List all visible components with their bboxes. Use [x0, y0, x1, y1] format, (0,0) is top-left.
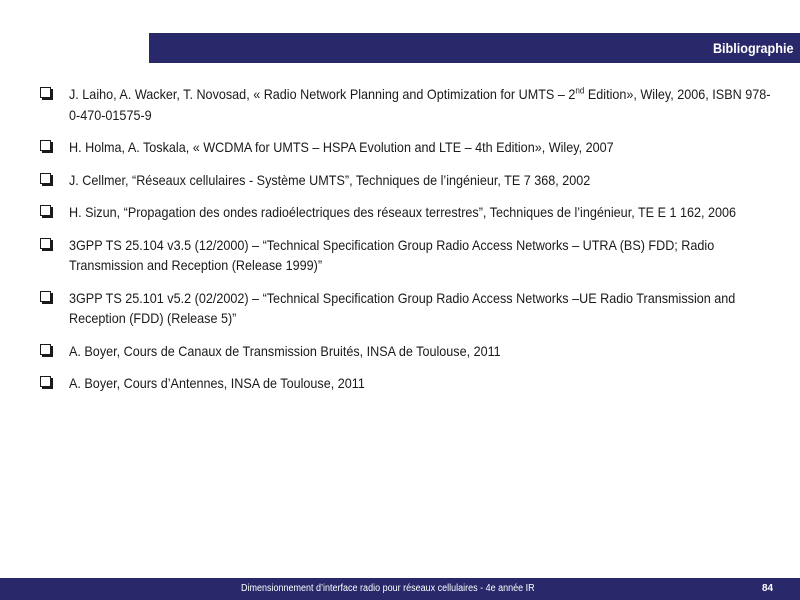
list-item [40, 202, 775, 223]
list-item [40, 170, 775, 191]
reference-text: A. Boyer, Cours de Canaux de Transmission Bruités, INSA de Toulouse, 2011 [69, 342, 501, 359]
title-bar [149, 33, 800, 63]
page-number: 84 [762, 583, 774, 594]
square-bullet-icon [40, 238, 53, 251]
superscript: nd [575, 85, 585, 96]
square-bullet-icon [40, 140, 53, 153]
square-bullet-icon [40, 87, 53, 100]
list-item [40, 288, 775, 329]
footer-text: Dimensionnement d’interface radio pour réseaux cellulaires - 4e année IR [241, 583, 535, 594]
footer-bar [0, 578, 800, 600]
square-bullet-icon [40, 376, 53, 389]
reference-text: H. Sizun, “Propagation des ondes radioélectriques des réseaux terrestres”, Techniques de l’ingénieur, TE E 1 162, 2006 [69, 204, 737, 220]
list-item [40, 235, 775, 276]
square-bullet-icon [40, 173, 53, 186]
reference-text: J. Laiho, A. Wacker, T. Novosad, « Radio Network Planning and Optimization for UMTS – 2nd Edition», Wiley, 2006, ISBN 978-0-470-01575-9 [69, 85, 771, 123]
reference-text: J. Cellmer, “Réseaux cellulaires - Système UMTS”, Techniques de l’ingénieur, TE 7 368, 2002 [69, 171, 591, 188]
list-item [40, 373, 775, 394]
list-item [40, 137, 775, 158]
square-bullet-icon [40, 291, 53, 304]
reference-text: H. Holma, A. Toskala, « WCDMA for UMTS – HSPA Evolution and LTE – 4th Edition», Wiley, 2007 [69, 139, 614, 155]
reference-text: 3GPP TS 25.104 v3.5 (12/2000) – “Technical Specification Group Radio Access Networks – UTRA (BS) FDD; Radio Transmission and Reception (Release 1999)” [69, 236, 715, 273]
list-item [40, 84, 775, 125]
square-bullet-icon [40, 344, 53, 357]
reference-text: 3GPP TS 25.101 v5.2 (02/2002) – “Technical Specification Group Radio Access Networks –UE Radio Transmission and Reception (FDD) (Release 5)” [69, 289, 736, 326]
bibliography-list [40, 84, 775, 406]
square-bullet-icon [40, 205, 53, 218]
list-item [40, 341, 775, 362]
slide-title: Bibliographie [712, 40, 793, 56]
reference-text: A. Boyer, Cours d’Antennes, INSA de Toulouse, 2011 [69, 375, 365, 391]
